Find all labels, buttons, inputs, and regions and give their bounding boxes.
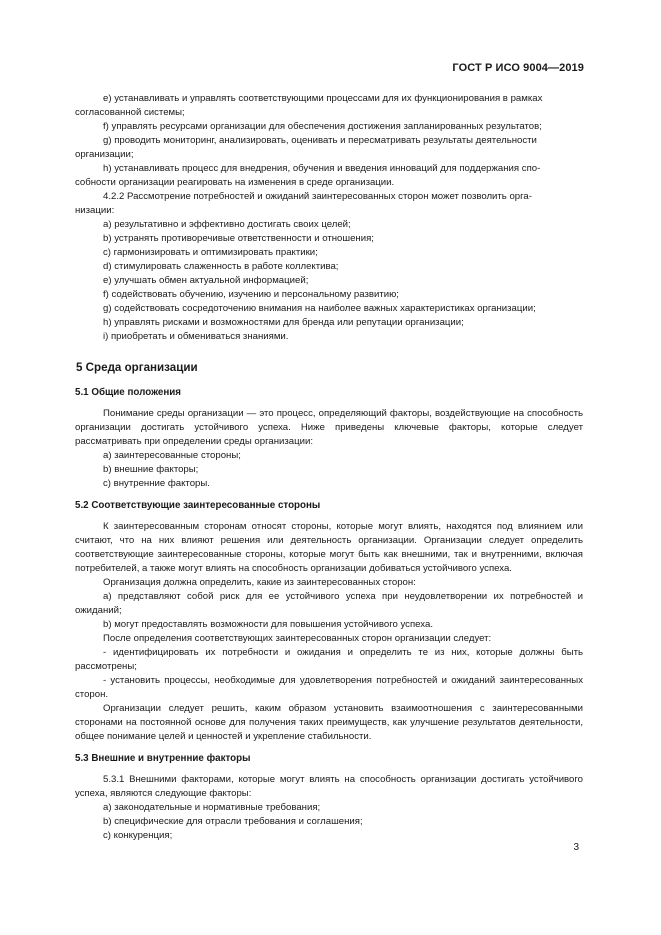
paragraph-5-2-4: Организации следует решить, каким образом установить взаимоотношения с заинтересованными сторонами на постоянной основе для получения таких преимуществ, как улучшение результатов деятельности, общее понимание целей и ценностей и укрепление стабильности. [75, 703, 583, 742]
dash-item: - идентифицировать их потребности и ожидания и определить те из них, которые должны быть рассмотрены; [75, 647, 583, 672]
list-item: a) законодательные и нормативные требования; [103, 802, 321, 813]
page-number: 3 [573, 842, 579, 853]
block-4-2 [75, 92, 583, 344]
continuation-line: собности организации реагировать на изменения в среде организации. [75, 177, 395, 188]
subsection-5-2-title: 5.2 Соответствующие заинтересованные стороны [75, 500, 321, 511]
paragraph-5-2-1: К заинтересованным сторонам относят стороны, которые могут влиять, находятся под влиянием или считают, что на них влияют решения или деятельность организации. Организации следует определить соответствующие заинтересованные стороны, которые могут быть как внешними, так и внутренними, включая потребителей, а также могут влиять на способность организации добиваться устойчивого успеха. [75, 521, 583, 574]
list-item: c) гармонизировать и оптимизировать практики; [103, 247, 318, 258]
list-item: a) представляют собой риск для ее устойчивого успеха при неудовлетворении их потребностей и ожиданий; [75, 591, 583, 616]
list-item: i) приобретать и обмениваться знаниями. [103, 331, 289, 342]
list-item: d) стимулировать слаженность в работе коллектива; [103, 261, 339, 272]
list-item: g) содействовать сосредоточению внимания на наиболее важных характеристиках организации; [103, 303, 536, 314]
dash-item: - установить процессы, необходимые для удовлетворения потребностей и ожиданий заинтересованных сторон. [75, 675, 583, 700]
list-item: a) заинтересованные стороны; [103, 450, 241, 461]
list-item: a) результативно и эффективно достигать своих целей; [103, 219, 351, 230]
paragraph-5-2-2: Организация должна определить, какие из заинтересованных сторон: [103, 577, 416, 588]
list-item: b) специфические для отрасли требования и соглашения; [103, 816, 363, 827]
subsection-5-1-title: 5.1 Общие положения [75, 387, 182, 398]
continuation-line: согласованной системы; [75, 107, 185, 118]
list-item: b) внешние факторы; [103, 464, 199, 475]
list-item: e) улучшать обмен актуальной информацией; [103, 275, 309, 286]
subsection-5-3-title: 5.3 Внешние и внутренние факторы [75, 753, 251, 764]
list-item: 4.2.2 Рассмотрение потребностей и ожиданий заинтересованных сторон может позволить орга- [103, 191, 532, 202]
list-item: b) устранять противоречивые ответственности и отношения; [103, 233, 374, 244]
paragraph-5-3-1: 5.3.1 Внешними факторами, которые могут влиять на способность организации достигать устойчивого успеха, являются следующие факторы: [75, 774, 583, 799]
list-item: f) содействовать обучению, изучению и персональному развитию; [103, 289, 399, 300]
list-item: e) устанавливать и управлять соответствующими процессами для их функционирования в рамках [103, 93, 543, 104]
list-item: c) внутренние факторы. [103, 478, 210, 489]
continuation-line: организации; [75, 149, 134, 160]
document-body [75, 92, 583, 843]
document-header: ГОСТ Р ИСО 9004—2019 [452, 62, 584, 74]
list-item: b) могут предоставлять возможности для повышения устойчивого успеха. [103, 619, 433, 630]
list-item: g) проводить мониторинг, анализировать, оценивать и пересматривать результаты деятельности [103, 135, 537, 146]
paragraph-5-2-3: После определения соответствующих заинтересованных сторон организации следует: [103, 633, 492, 644]
list-item: c) конкуренция; [103, 830, 173, 841]
list-item: h) устанавливать процесс для внедрения, обучения и введения инноваций для поддержания спо- [103, 163, 541, 174]
paragraph-5-1: Понимание среды организации — это процесс, определяющий факторы, воздействующие на способность организации достигать устойчивого успеха. Ниже приведены ключевые факторы, которые следует рассматривать при определении среды организации: [75, 408, 583, 447]
list-item: h) управлять рисками и возможностями для бренда или репутации организации; [103, 317, 464, 328]
section-5-title: 5 Среда организации [76, 361, 198, 374]
list-item: f) управлять ресурсами организации для обеспечения достижения запланированных результатов; [103, 121, 542, 132]
continuation-line: низации: [75, 205, 115, 216]
